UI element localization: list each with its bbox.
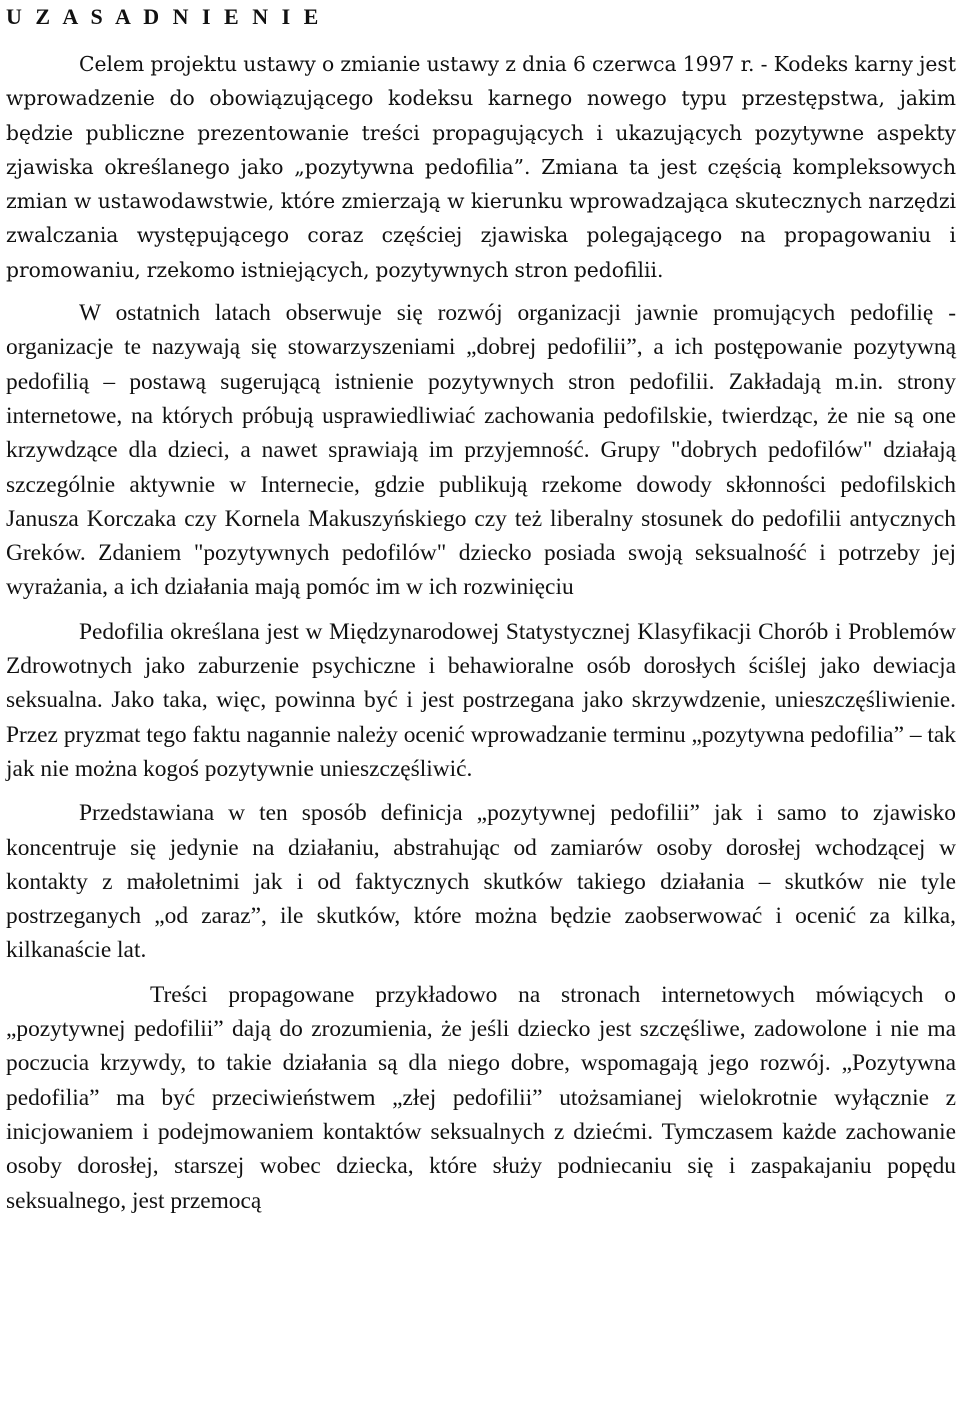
document-title: U Z A S A D N I E N I E bbox=[6, 4, 323, 29]
paragraph-definition: Przedstawiana w ten sposób definicja „pozytywnej pedofilii” jak i samo to zjawisko koncentruje się jedynie na działaniu, abstrahując od zamiarów osoby dorosłej wchodzącej w kontakty z małoletnimi jak i od faktycznych skutków takiego działania – skutków nie tyle postrzeganych „od zaraz”, ile skutków, które można będzie zaobserwować i ocenić za kilka, kilkanaście lat. bbox=[6, 800, 956, 964]
paragraph-content: Treści propagowane przykładowo na stronach internetowych mówiących o „pozytywnej pedofilii” dają do zrozumienia, że jeśli dziecko jest szczęśliwe, zadowolone i nie ma poczucia krzywdy, to takie działania są dla niego dobre, wspomagają jego rozwój. „Pozytywna pedofilia” ma być przeciwieństwem „złej pedofilii” utożsamianej wielokrotnie wyłącznie z inicjowaniem i podejmowaniem kontaktów seksualnych z dziećmi. Tymczasem każde zachowanie osoby dorosłej, starszej wobec dziecka, które służy podniecaniu się i zaspakajaniu popędu seksualnego, jest przemocą bbox=[6, 981, 956, 1214]
paragraph-organizations: W ostatnich latach obserwuje się rozwój organizacji jawnie promujących pedofilię - organizacje te nazywają się stowarzyszeniami „dobrej pedofilii”, a ich postępowanie pozytywną pedofilią – postawą sugerującą istnienie pozytywnych stron pedofilii. Zakładają m.in. strony internetowe, na których próbują usprawiedliwiać zachowania pedofilskie, twierdząc, że nie są one krzywdzące dla dzieci, a nawet sprawiają im przyjemność. Grupy "dobrych pedofilów" działają szczególnie aktywnie w Internecie, gdzie publikują rzekome dowody skłonności pedofilskich Janusza Korczaka czy Kornela Makuszyńskiego czy też liberalny stosunek do pedofilii antycznych Greków. Zdaniem "pozytywnych pedofilów" dziecko posiada swoją seksualność i potrzeby jej wyrażania, a ich działania mają pomóc im w ich rozwinięciu bbox=[6, 300, 956, 601]
document-page bbox=[6, 0, 956, 1218]
paragraph-classification: Pedofilia określana jest w Międzynarodowej Statystycznej Klasyfikacji Chorób i Problemów Zdrowotnych jako zaburzenie psychiczne i behawioralne osób dorosłych ściślej jako dewiacja seksualna. Jako taka, więc, powinna być i jest postrzegana jako skrzywdzenie, unieszczęśliwienie. Przez pryzmat tego faktu nagannie należy ocenić wprowadzanie terminu „pozytywna pedofilia” – tak jak nie można kogoś pozytywnie unieszczęśliwić. bbox=[6, 618, 956, 782]
paragraph-intro: Celem projektu ustawy o zmianie ustawy z dnia 6 czerwca 1997 r. - Kodeks karny jest wprowadzenie do obowiązującego kodeksu karnego nowego typu przestępstwa, jakim będzie publiczne prezentowanie treści propagujących i ukazujących pozytywne aspekty zjawiska określanego jako „pozytywna pedofilia”. Zmiana ta jest częścią kompleksowych zmian w ustawodawstwie, które zmierzają w kierunku wprowadzająca skutecznych narzędzi zwalczania występującego coraz częściej zjawiska polegającego na propagowaniu i promowaniu, rzekomo istniejących, pozytywnych stron pedofilii. bbox=[6, 52, 956, 282]
